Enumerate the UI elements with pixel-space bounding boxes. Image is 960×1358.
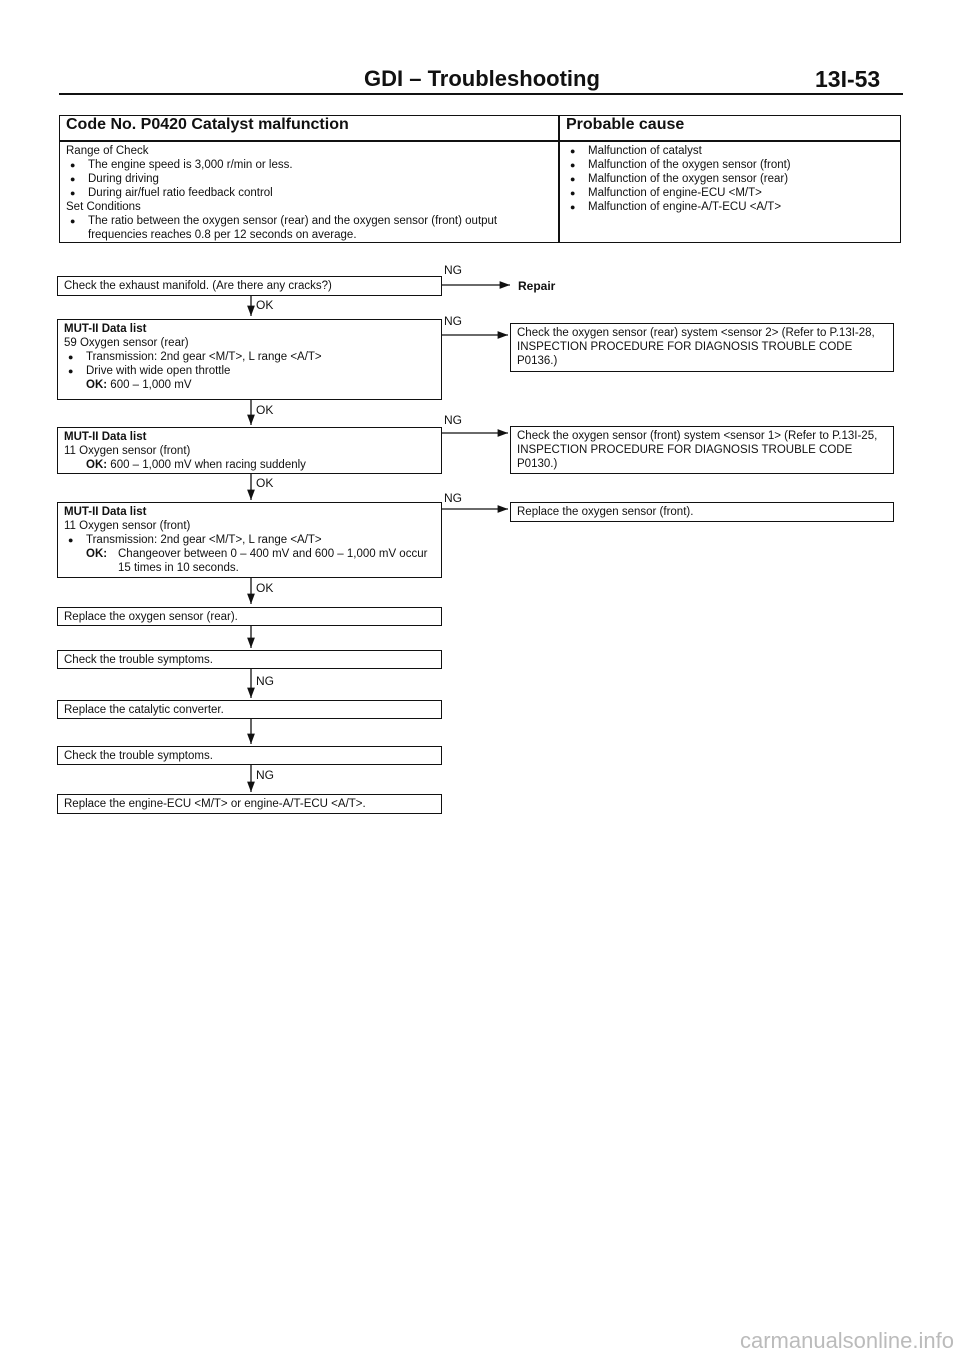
- watermark: carmanualsonline.info: [739, 1328, 954, 1353]
- ok-label: OK:: [86, 548, 108, 560]
- ok-value: 600 – 1,000 mV when racing suddenly: [110, 459, 306, 471]
- ng-label: NG: [256, 674, 274, 688]
- range-label: Range of Check: [66, 145, 149, 157]
- ok-label: OK:: [86, 459, 108, 471]
- ng-replace-oxygen-sensor-front: Replace the oxygen sensor (front).: [510, 502, 894, 522]
- mut-item: 11 Oxygen sensor (front): [64, 520, 191, 532]
- repair-label: Repair: [518, 279, 556, 293]
- set-label: Set Conditions: [66, 201, 141, 213]
- ng-check-oxygen-sensor-front: Check the oxygen sensor (front) system <sensor 1> (Refer to P.13I-25, INSPECTION PROCEDURE FOR DIAGNOSIS TROUBLE CODE P0130.): [510, 426, 894, 474]
- list-item: ● Malfunction of engine-A/T-ECU <A/T>: [566, 200, 894, 214]
- ok-criteria: [64, 378, 435, 392]
- mut-title: MUT-II Data list: [64, 323, 147, 335]
- list-item: ● Drive with wide open throttle: [64, 364, 435, 378]
- ok-value: Changeover between 0 – 400 mV and 600 – 1,000 mV occur 15 times in 10 seconds.: [118, 548, 428, 574]
- list-item: ● Malfunction of the oxygen sensor (front): [566, 158, 894, 172]
- step-check-trouble-symptoms: Check the trouble symptoms.: [57, 650, 442, 669]
- list-item: ● The engine speed is 3,000 r/min or less.: [66, 158, 552, 172]
- ok-label: OK: [256, 403, 274, 417]
- list-item: ● Malfunction of the oxygen sensor (rear): [566, 172, 894, 186]
- ng-label: NG: [444, 491, 462, 505]
- code-title: Code No. P0420 Catalyst malfunction: [66, 116, 349, 133]
- step-replace-catalytic-converter: Replace the catalytic converter.: [57, 700, 442, 719]
- ok-criteria: [64, 458, 435, 472]
- step-replace-engine-ecu: Replace the engine-ECU <M/T> or engine-A/T-ECU <A/T>.: [57, 794, 442, 814]
- step-mut-data-list-rear: [57, 319, 442, 400]
- ng-label: NG: [256, 768, 274, 782]
- ok-label: OK: [256, 581, 274, 595]
- ng-label: NG: [444, 263, 462, 277]
- ok-label: OK: [256, 298, 274, 312]
- mut-title: MUT-II Data list: [64, 431, 147, 443]
- list-item: ● Transmission: 2nd gear <M/T>, L range <A/T>: [64, 533, 435, 547]
- ng-check-oxygen-sensor-rear: Check the oxygen sensor (rear) system <sensor 2> (Refer to P.13I-28, INSPECTION PROCEDURE FOR DIAGNOSIS TROUBLE CODE P0136.): [510, 323, 894, 372]
- probable-cause-title: Probable cause: [566, 116, 685, 133]
- ok-label: OK:: [86, 379, 108, 391]
- step-replace-oxygen-sensor-rear: Replace the oxygen sensor (rear).: [57, 607, 442, 626]
- ok-value: 600 – 1,000 mV: [110, 379, 192, 391]
- step-mut-data-list-front: [57, 427, 442, 474]
- list-item: ● Malfunction of catalyst: [566, 144, 894, 158]
- list-item: ● The ratio between the oxygen sensor (rear) and the oxygen sensor (front) output frequencies reaches 0.8 per 12 seconds on average.: [66, 214, 552, 242]
- list-item: ● During driving: [66, 172, 552, 186]
- list-item: ● Transmission: 2nd gear <M/T>, L range <A/T>: [64, 350, 435, 364]
- list-item: ● Malfunction of engine-ECU <M/T>: [566, 186, 894, 200]
- mut-title: MUT-II Data list: [64, 506, 147, 518]
- ok-label: OK: [256, 476, 274, 490]
- ng-label: NG: [444, 413, 462, 427]
- ng-label: NG: [444, 314, 462, 328]
- mut-conditions: [64, 350, 435, 378]
- step-check-exhaust-manifold: Check the exhaust manifold. (Are there any cracks?): [57, 276, 442, 296]
- page-number: 13I-53: [815, 66, 881, 92]
- mut-item: 11 Oxygen sensor (front): [64, 445, 191, 457]
- page-title: GDI – Troubleshooting: [364, 66, 600, 91]
- list-item: ● During air/fuel ratio feedback control: [66, 186, 552, 200]
- step-check-trouble-symptoms-2: Check the trouble symptoms.: [57, 746, 442, 765]
- mut-conditions: [64, 533, 435, 547]
- step-mut-data-list-front-2: [57, 502, 442, 578]
- mut-item: 59 Oxygen sensor (rear): [64, 337, 189, 349]
- ok-criteria: [64, 547, 435, 575]
